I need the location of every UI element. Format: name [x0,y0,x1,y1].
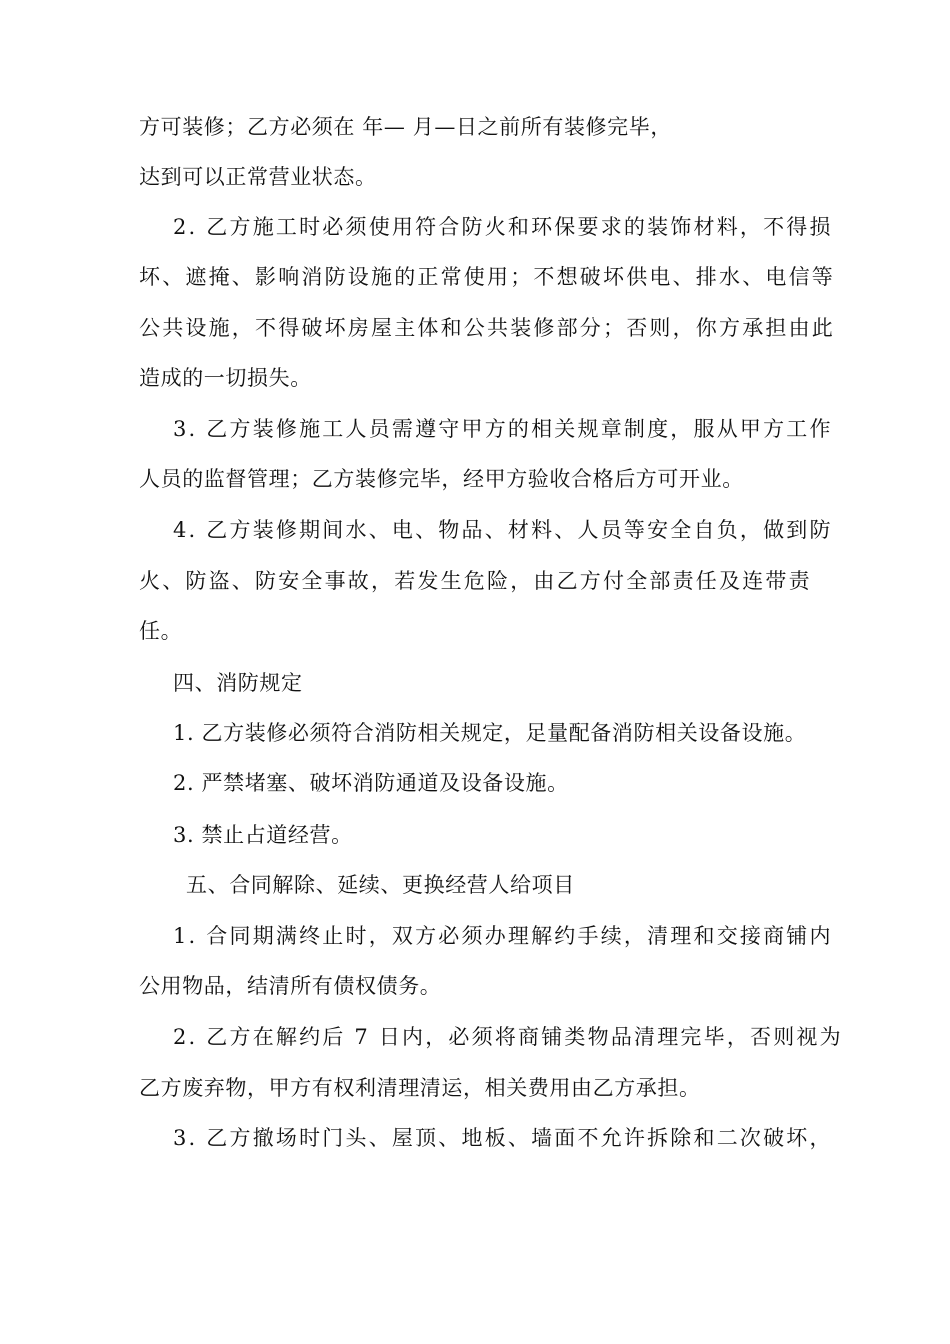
text-line: 3. 乙方装修施工人员需遵守甲方的相关规章制度，服从甲方工作 [173,417,833,441]
text-line: 达到可以正常营业状态。 [139,165,377,189]
text-line: 人员的监督管理；乙方装修完毕，经甲方验收合格后方可开业。 [139,467,744,491]
text-line: 3. 禁止占道经营。 [173,823,353,847]
text-line: 乙方废弃物，甲方有权利清理清运，相关费用由乙方承担。 [139,1076,701,1100]
text-line: 方可装修；乙方必须在 年— 月—日之前所有装修完毕， [139,115,672,139]
text-line: 公共设施，不得破坏房屋主体和公共装修部分；否则，你方承担由此 [139,316,835,340]
text-line: 坏、遮掩、影响消防设施的正常使用；不想破坏供电、排水、电信等 [139,265,835,289]
text-line: 2. 严禁堵塞、破坏消防通道及设备设施。 [173,771,569,795]
text-line: 2. 乙方在解约后 7 日内，必须将商铺类物品清理完毕，否则视为 [173,1025,843,1049]
section-heading: 五、合同解除、延续、更换经营人给项目 [186,873,575,897]
section-heading: 四、消防规定 [173,671,303,695]
text-line: 2. 乙方施工时必须使用符合防火和环保要求的装饰材料，不得损 [173,215,833,239]
text-line: 4. 乙方装修期间水、电、物品、材料、人员等安全自负，做到防 [173,518,833,542]
text-line: 公用物品，结清所有债权债务。 [139,974,442,998]
text-line: 任。 [139,619,183,643]
text-line: 1. 乙方装修必须符合消防相关规定，足量配备消防相关设备设施。 [173,721,807,745]
text-line: 造成的一切损失。 [139,366,312,390]
text-line: 1. 合同期满终止时，双方必须办理解约手续，清理和交接商铺内 [173,924,833,948]
text-line: 火、防盗、防安全事故，若发生危险，由乙方付全部责任及连带责 [139,569,812,593]
text-line: 3. 乙方撤场时门头、屋顶、地板、墙面不允许拆除和二次破坏， [173,1126,833,1150]
